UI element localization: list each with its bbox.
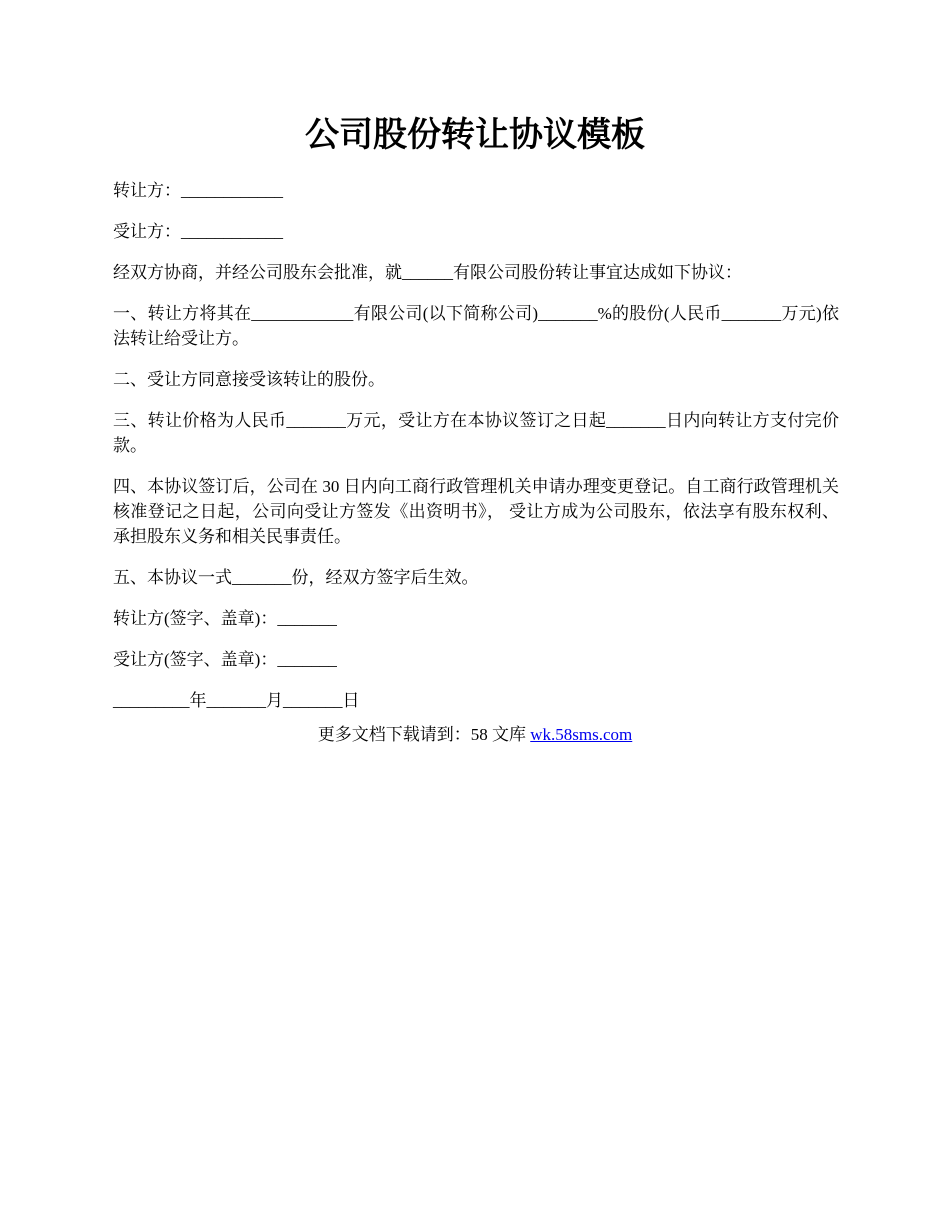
clause-2: 二、受让方同意接受该转让的股份。: [113, 370, 385, 389]
transferee-line: 受让方：____________: [113, 222, 283, 241]
document-body: [113, 178, 839, 729]
footer: [0, 722, 950, 747]
intro-paragraph: 经双方协商，并经公司股东会批准，就______有限公司股份转让事宜达成如下协议：: [113, 263, 742, 282]
date-line: _________年_______月_______日: [113, 691, 360, 710]
transferee-signature-line: 受让方(签字、盖章)：_______: [113, 650, 337, 669]
clause-3: 三、转让价格为人民币_______万元，受让方在本协议签订之日起_______日内向转让方支付完价款。: [113, 411, 839, 455]
document-title: 公司股份转让协议模板: [305, 117, 645, 154]
clause-1: 一、转让方将其在____________有限公司(以下简称公司)_______%的股份(人民币_______万元)依法转让给受让方。: [113, 304, 839, 348]
transferor-signature-line: 转让方(签字、盖章)：_______: [113, 609, 337, 628]
footer-link[interactable]: wk.58sms.com: [530, 725, 633, 744]
clause-5: 五、本协议一式_______份，经双方签字后生效。: [113, 568, 479, 587]
transferor-line: 转让方：____________: [113, 181, 283, 200]
clause-4: 四、本协议签订后，公司在 30 日内向工商行政管理机关申请办理变更登记。自工商行政管理机关核准登记之日起，公司向受让方签发《出资明书》， 受让方成为公司股东，依法享有股东权利、承担股东义务和相关民事责任。: [113, 477, 839, 546]
footer-text: 更多文档下载请到：58 文库: [317, 725, 531, 744]
